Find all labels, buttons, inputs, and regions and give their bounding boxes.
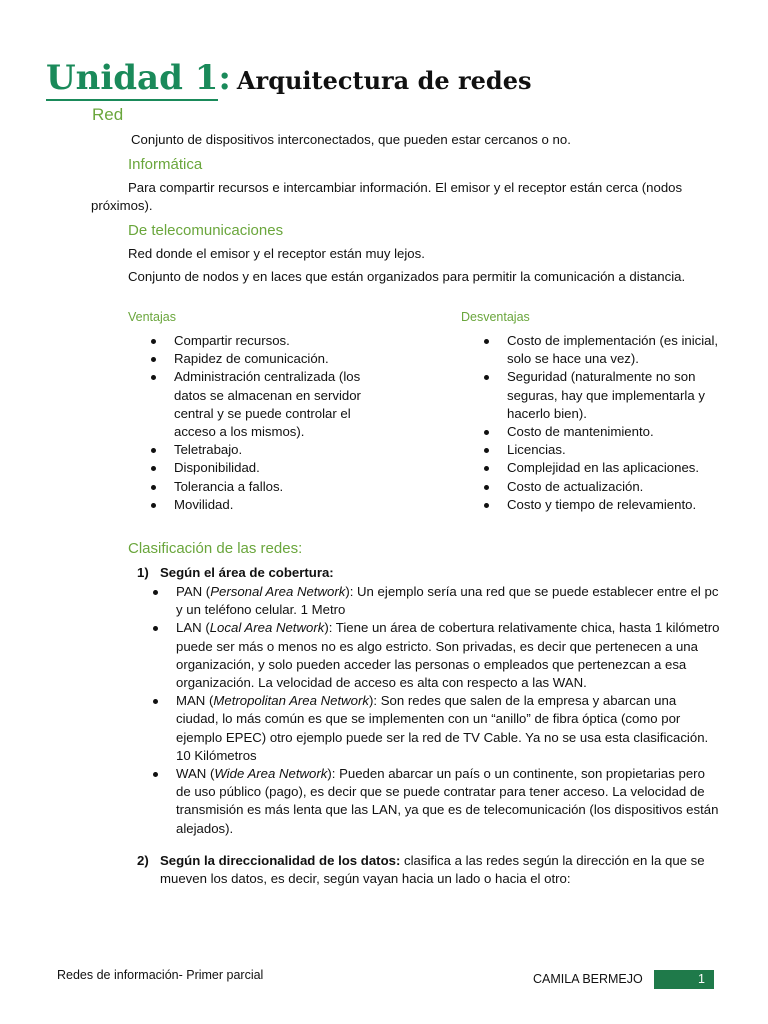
wan-text: ): Pueden abarcar un país o un continente, son propietarias pero de uso público (pago), es decir que se puede contratar para tener acceso. La velocidad de transmisión es más lenta que las LAN, ya que es de telecomunicación (los dispositivos están alejados). — [176, 766, 719, 836]
list-item-pan — [150, 583, 720, 619]
heading-telecomunicaciones: De telecomunicaciones — [128, 222, 284, 239]
page-number: 1 — [654, 970, 714, 989]
heading-clasificacion: Clasificación de las redes: — [128, 540, 303, 557]
list-item: Costo de mantenimiento. — [481, 423, 719, 441]
list-item-wan — [150, 765, 720, 838]
telecom-text-1: Red donde el emisor y el receptor están muy lejos. — [128, 246, 425, 261]
pan-abbr: PAN ( — [176, 584, 211, 599]
ventajas-list — [148, 332, 384, 514]
desventajas-list — [481, 332, 719, 514]
list-item: Licencias. — [481, 441, 719, 459]
pan-full: Personal Area Network — [210, 584, 346, 599]
list-item: Teletrabajo. — [148, 441, 384, 459]
lan-abbr: LAN ( — [176, 620, 210, 636]
list-item: Complejidad en las aplicaciones. — [481, 459, 719, 477]
page-title — [46, 58, 531, 98]
section-2-text — [160, 852, 720, 888]
informatica-text: Para compartir recursos e intercambiar información. El emisor y el receptor están cerca (nodos próximos). — [91, 180, 683, 214]
wan-abbr: WAN ( — [176, 766, 215, 782]
title-colon: : — [218, 58, 231, 98]
man-full: Metropolitan Area Network — [213, 693, 370, 709]
list-item: Disponibilidad. — [148, 459, 384, 477]
heading-desventajas: Desventajas — [461, 310, 530, 324]
list-item: Administración centralizada (los datos se almacenan en servidor central y se puede controlar el acceso a los mismos). — [148, 368, 384, 441]
title-main: Arquitectura de redes — [236, 66, 532, 95]
list-item: Movilidad. — [148, 496, 384, 514]
list-item: Seguridad (naturalmente no son seguras, hay que implementarla y hacerlo bien). — [481, 368, 719, 423]
list-item-man — [150, 692, 720, 765]
man-abbr: MAN ( — [176, 693, 214, 709]
list-item: Tolerancia a fallos. — [148, 478, 384, 496]
wan-full: Wide Area Network — [214, 766, 328, 782]
red-definition: Conjunto de dispositivos interconectados, que pueden estar cercanos o no. — [131, 132, 571, 147]
list-item: Costo y tiempo de relevamiento. — [481, 496, 719, 514]
man-text: ): Son redes que salen de la empresa y abarcan una ciudad, lo más común es que se implementen con un “anillo” de fibra óptica (como por ejemplo EPEC) otro ejemplo puede ser la red de TV Cable. Ya no se usa esta clasificación. 10 Kilómetros — [176, 693, 709, 763]
list-item-lan — [150, 619, 720, 692]
pan-text: ): Un ejemplo sería una red que se puede establecer entre el pc y un teléfono celular. 1 Metro — [176, 584, 719, 618]
coverage-list — [150, 583, 720, 838]
section-number: 2) — [137, 853, 149, 868]
section-title: Según la direccionalidad de los datos: — [160, 853, 401, 868]
list-item: Rapidez de comunicación. — [148, 350, 384, 368]
heading-informatica: Informática — [128, 156, 203, 173]
heading-ventajas: Ventajas — [128, 310, 176, 324]
footer-course: Redes de información- Primer parcial — [57, 968, 264, 982]
footer-author: CAMILA BERMEJO — [533, 972, 643, 986]
section-body: clasifica a las redes según la dirección en la que se mueven los datos, es decir, según vayan hacia un lado o hacia el otro: — [160, 853, 705, 887]
list-item: Costo de implementación (es inicial, solo se hace una vez). — [481, 332, 719, 368]
unit-label: Unidad 1 — [46, 58, 218, 101]
telecom-text-2: Conjunto de nodos y en laces que están organizados para permitir la comunicación a distancia. — [128, 269, 686, 284]
list-item: Compartir recursos. — [148, 332, 384, 350]
list-item: Costo de actualización. — [481, 478, 719, 496]
lan-full: Local Area Network — [209, 620, 325, 636]
section-title: Según el área de cobertura: — [160, 565, 334, 580]
lan-text: ): Tiene un área de cobertura relativamente chica, hasta 1 kilómetro puede ser más o menos no es algo estricto. Son privadas, es decir que pertenecen a una organización, y solo pueden acceder las personas o empleados que pertenezcan a esa organización. La velocidad de acceso es alta con respecto a las WAN. — [176, 620, 720, 691]
section-number: 1) — [137, 565, 149, 580]
heading-red: Red — [92, 105, 124, 124]
